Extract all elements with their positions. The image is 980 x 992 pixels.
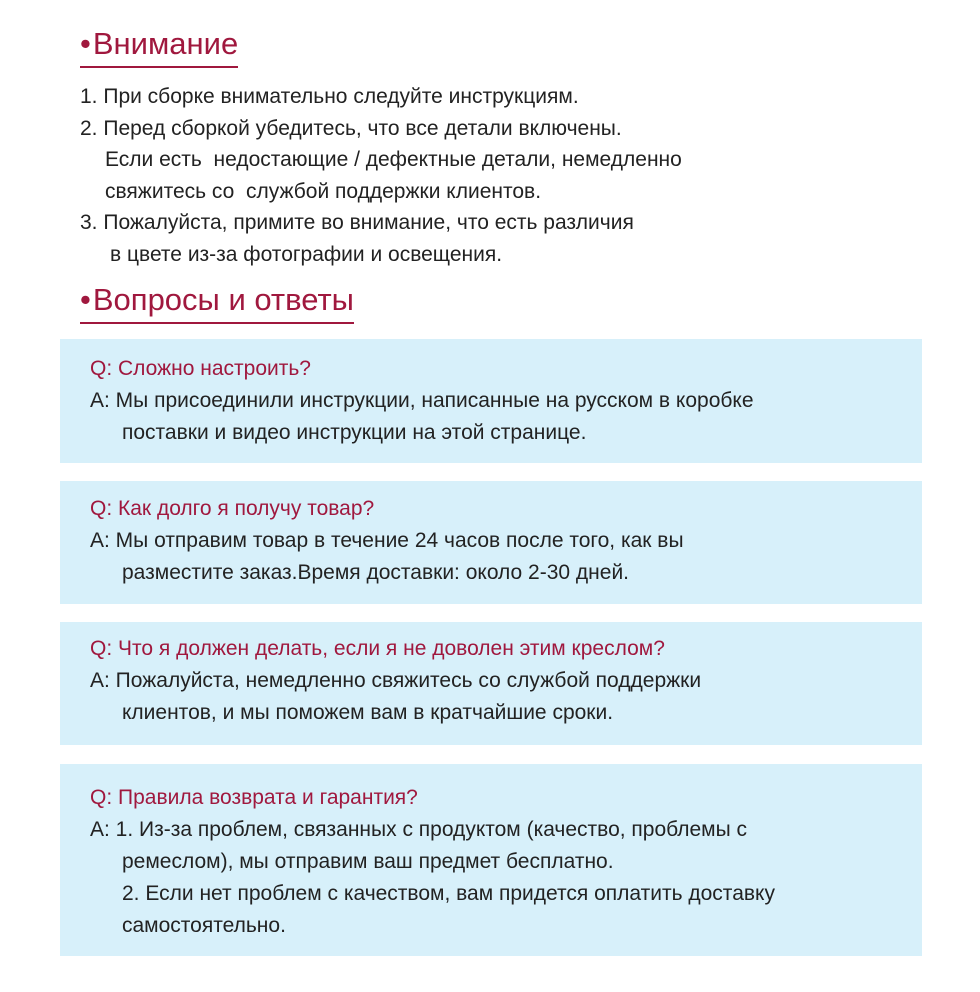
faq-card — [60, 764, 922, 956]
faq-question: Q: Правила возврата и гарантия? — [90, 786, 418, 809]
faq-answer — [90, 814, 902, 942]
attention-item-2-continuation: свяжитесь со службой поддержки клиентов. — [105, 179, 542, 203]
faq-bullet: • — [80, 282, 91, 317]
faq-card — [60, 339, 922, 463]
faq-answer-line: 2. Если нет проблем с качеством, вам придется оплатить доставку — [122, 882, 775, 905]
faq-question: Q: Сложно настроить? — [90, 357, 311, 380]
faq-answer — [90, 665, 902, 729]
attention-list — [80, 81, 940, 270]
faq-answer-line: ремеслом), мы отправим ваш предмет бесплатно. — [122, 850, 614, 873]
faq-heading — [80, 280, 354, 324]
faq-heading-text: Вопросы и ответы — [92, 282, 354, 317]
faq-answer — [90, 525, 902, 589]
faq-answer-line: разместите заказ.Время доставки: около 2-30 дней. — [122, 561, 630, 584]
attention-item-2: 2. Перед сборкой убедитесь, что все детали включены. — [80, 116, 622, 140]
attention-heading — [80, 24, 238, 68]
faq-answer-line: A: Пожалуйста, немедленно свяжитесь со службой поддержки — [90, 669, 702, 692]
attention-item-1: 1. При сборке внимательно следуйте инструкциям. — [80, 85, 579, 108]
attention-heading-text: Внимание — [92, 26, 239, 61]
faq-answer-line: поставки и видео инструкции на этой странице. — [122, 421, 587, 444]
faq-answer-line: A: Мы присоединили инструкции, написанные на русском в коробке — [90, 389, 754, 412]
attention-item-3: 3. Пожалуйста, примите во внимание, что есть различия — [80, 211, 634, 234]
faq-answer-line: A: Мы отправим товар в течение 24 часов после того, как вы — [90, 529, 684, 552]
attention-item-3-continuation: в цвете из-за фотографии и освещения. — [110, 242, 503, 266]
faq-answer-line: клиентов, и мы поможем вам в кратчайшие сроки. — [122, 701, 614, 724]
faq-card — [60, 481, 922, 604]
attention-bullet: • — [80, 26, 91, 61]
attention-item-2-continuation: Если есть недостающие / дефектные детали, немедленно — [105, 148, 682, 171]
faq-card — [60, 622, 922, 745]
faq-question: Q: Как долго я получу товар? — [90, 497, 375, 520]
faq-answer-line: A: 1. Из-за проблем, связанных с продуктом (качество, проблемы с — [90, 818, 748, 841]
faq-answer-line: самостоятельно. — [122, 914, 286, 937]
faq-question: Q: Что я должен делать, если я не доволен этим креслом? — [90, 637, 665, 660]
faq-answer — [90, 385, 902, 449]
